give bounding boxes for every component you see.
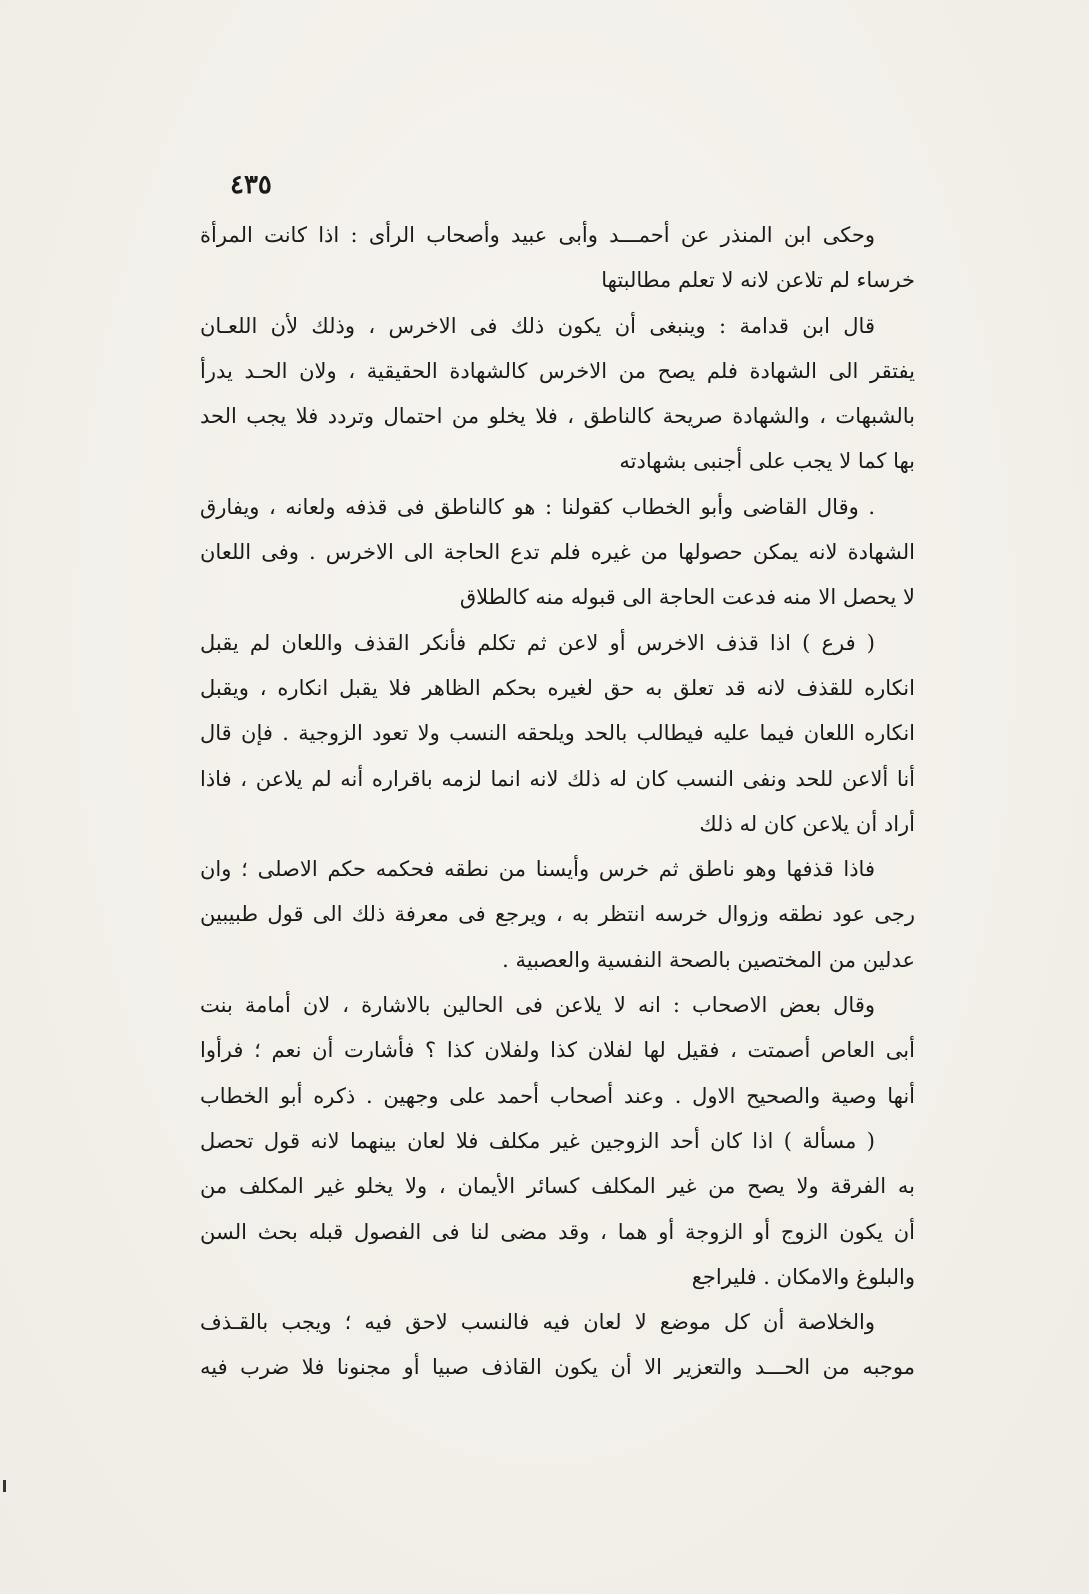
text-line: عدلين من المختصين بالصحة النفسية والعصبية .: [502, 947, 915, 972]
text-line: رجى عود نطقه وزوال خرسه انتظر به ، ويرجع فى معرفة ذلك الى قول طبيبين: [200, 902, 915, 927]
text-line: وقال بعض الاصحاب : انه لا يلاعن فى الحالين بالاشارة ، لان أمامة بنت: [200, 993, 875, 1018]
text-line: انكاره اللعان فيما عليه فيطالب بالحد ويلحقه النسب ولا تعود الزوجية . فإن قال: [200, 721, 915, 746]
text-line: انكاره للقذف لانه قد تعلق به حق لغيره بحكم الظاهر فلا يقبل انكاره ، ويقبل: [200, 675, 915, 700]
text-line: أنها وصية والصحيح الاول . وعند أصحاب أحمد على وجهين . ذكره أبو الخطاب: [200, 1083, 915, 1108]
text-line: ( فرع ) اذا قذف الاخرس أو لاعن ثم تكلم فأنكر القذف واللعان لم يقبل: [200, 630, 875, 655]
text-line: به الفرقة ولا يصح من غير المكلف كسائر الأيمان ، ولا يخلو غير المكلف من: [200, 1174, 915, 1199]
text-line: أن يكون الزوج أو الزوجة أو هما ، وقد مضى لنا فى الفصول قبله بحث السن: [200, 1219, 915, 1244]
text-line: فاذا قذفها وهو ناطق ثم خرس وأيسنا من نطقه فحكمه حكم الاصلى ؛ وان: [200, 857, 875, 882]
text-line: بها كما لا يجب على أجنبى بشهادته: [619, 449, 915, 474]
text-line: لا يحصل الا منه فدعت الحاجة الى قبوله منه كالطلاق: [459, 585, 915, 610]
text-line: . وقال القاضى وأبو الخطاب كقولنا : هو كالناطق فى قذفه ولعانه ، ويفارق: [200, 494, 875, 519]
body-text: [200, 213, 915, 1391]
text-line: قال ابن قدامة : وينبغى أن يكون ذلك فى الاخرس ، وذلك لأن اللعـان: [200, 313, 875, 338]
text-line: يفتقر الى الشهادة فلم يصح من الاخرس كالشهادة الحقيقية ، ولان الحـد يدرأ: [200, 358, 915, 383]
text-line: بالشبهات ، والشهادة صريحة كالناطق ، فلا يخلو من احتمال وتردد فلا يجب الحد: [200, 404, 915, 429]
text-line: أراد أن يلاعن كان له ذلك: [699, 811, 915, 836]
text-line: وحكى ابن المنذر عن أحمـــد وأبى عبيد وأصحاب الرأى : اذا كانت المرأة: [200, 223, 875, 247]
text-line: الشهادة لانه يمكن حصولها من غيره فلم تدع الحاجة الى الاخرس . وفى اللعان: [200, 540, 915, 565]
text-line: خرساء لم تلاعن لانه لا تعلم مطالبتها: [601, 268, 915, 293]
text-line: ( مسألة ) اذا كان أحد الزوجين غير مكلف فلا لعان بينهما لانه قول تحصل: [200, 1128, 875, 1153]
text-line: أنا ألاعن للحد ونفى النسب كان له ذلك لانه انما لزمه باقراره أنه لم يلاعن ، فاذا: [200, 766, 915, 791]
text-line: والبلوغ والامكان . فليراجع: [691, 1264, 915, 1289]
margin-mark: [3, 1480, 6, 1492]
text-line: أبى العاص أصمتت ، فقيل لها لفلان كذا ولفلان كذا ؟ فأشارت أن نعم ؛ فرأوا: [200, 1038, 915, 1063]
page-number: ٤٣٥: [230, 170, 272, 200]
text-line: موجبه من الحـــد والتعزير الا أن يكون القاذف صبيا أو مجنونا فلا ضرب فيه: [200, 1355, 915, 1380]
text-line: والخلاصة أن كل موضع لا لعان فيه فالنسب لاحق فيه ؛ ويجب بالقـذف: [200, 1310, 875, 1335]
